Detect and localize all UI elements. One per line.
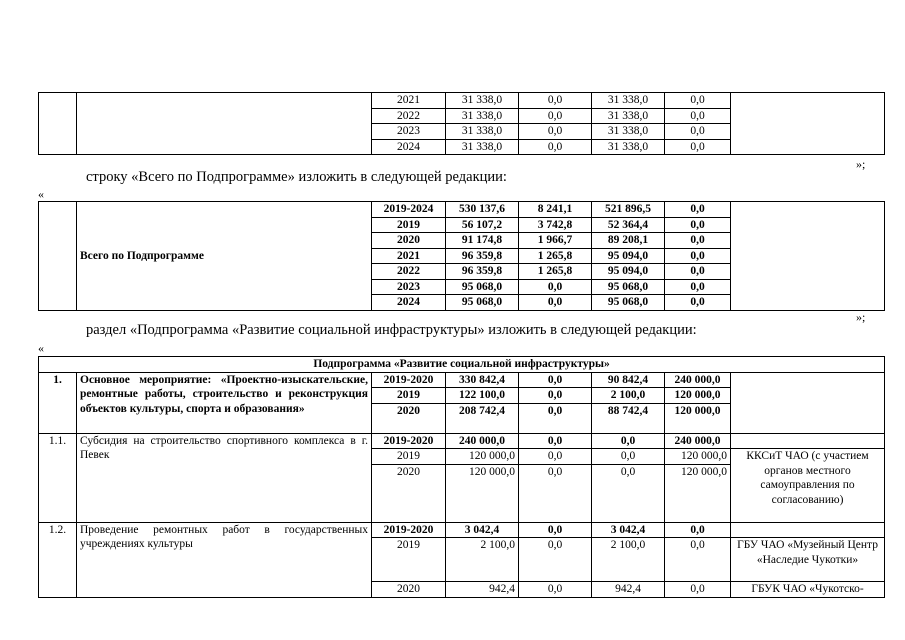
value-cell: 120 000,0 (665, 388, 731, 404)
value-cell: 52 364,4 (592, 217, 665, 233)
value-cell: 31 338,0 (592, 124, 665, 140)
value-cell: 0,0 (519, 139, 592, 155)
value-cell: 3 742,8 (519, 217, 592, 233)
value-cell: 95 068,0 (592, 295, 665, 311)
total-cell: 95 068,0 (446, 279, 519, 295)
total-cell: 530 137,6 (446, 202, 519, 218)
value-cell: 31 338,0 (592, 93, 665, 109)
year-cell: 2020 (372, 233, 446, 249)
value-cell: 0,0 (592, 449, 665, 465)
value-cell: 0,0 (665, 522, 731, 538)
total-cell: 31 338,0 (446, 93, 519, 109)
value-cell: 95 094,0 (592, 264, 665, 280)
value-cell: 0,0 (665, 295, 731, 311)
total-cell: 31 338,0 (446, 139, 519, 155)
value-cell: 0,0 (665, 108, 731, 124)
table-subprogram (38, 356, 885, 598)
value-cell: 2 100,0 (592, 388, 665, 404)
value-cell: 2 100,0 (592, 538, 665, 582)
value-cell: 88 742,4 (592, 403, 665, 433)
value-cell: 0,0 (519, 522, 592, 538)
total-cell: 91 174,8 (446, 233, 519, 249)
value-cell: 1 265,8 (519, 264, 592, 280)
year-cell: 2019 (372, 538, 446, 582)
value-cell: 0,0 (592, 433, 665, 449)
year-cell: 2019 (372, 449, 446, 465)
executor-cell: ГБУК ЧАО «Чукотско- (731, 582, 885, 598)
item-description: Субсидия на строительство спортивного комплекса в г. Певек (77, 433, 372, 522)
value-cell: 0,0 (519, 279, 592, 295)
item-number: 1.2. (39, 522, 77, 597)
value-cell: 1 966,7 (519, 233, 592, 249)
value-cell: 31 338,0 (592, 139, 665, 155)
empty-executor-cell (731, 372, 885, 433)
subprogram-header: Подпрограмма «Развитие социальной инфраструктуры» (39, 357, 885, 373)
value-cell: 95 068,0 (592, 279, 665, 295)
total-cell: 330 842,4 (446, 372, 519, 388)
value-cell: 0,0 (519, 433, 592, 449)
value-cell: 0,0 (665, 93, 731, 109)
value-cell: 0,0 (519, 464, 592, 522)
empty-text-cell (77, 93, 372, 155)
year-cell: 2020 (372, 464, 446, 522)
total-cell: 31 338,0 (446, 124, 519, 140)
total-cell: 96 359,8 (446, 248, 519, 264)
total-cell: 56 107,2 (446, 217, 519, 233)
year-cell: 2019-2020 (372, 372, 446, 388)
year-cell: 2024 (372, 295, 446, 311)
year-cell: 2019-2024 (372, 202, 446, 218)
value-cell: 0,0 (665, 264, 731, 280)
value-cell: 0,0 (665, 538, 731, 582)
empty-num-cell (39, 93, 77, 155)
empty-executor-cell (731, 522, 885, 538)
total-cell: 942,4 (446, 582, 519, 598)
value-cell: 0,0 (665, 217, 731, 233)
empty-executor-cell (731, 433, 885, 449)
total-cell: 240 000,0 (446, 433, 519, 449)
value-cell: 521 896,5 (592, 202, 665, 218)
closing-quote: »; (856, 310, 866, 324)
value-cell: 0,0 (592, 464, 665, 522)
value-cell: 3 042,4 (592, 522, 665, 538)
instruction-paragraph: строку «Всего по Подпрограмме» изложить в следующей редакции: (86, 169, 507, 185)
executor-cell: ГБУ ЧАО «Музейный Центр «Наследие Чукотки» (731, 538, 885, 582)
opening-quote: « (38, 341, 44, 355)
value-cell: 0,0 (519, 372, 592, 388)
value-cell: 8 241,1 (519, 202, 592, 218)
executor-cell: ККСиТ ЧАО (с участием органов местного самоуправления по согласованию) (731, 449, 885, 523)
value-cell: 0,0 (519, 403, 592, 433)
value-cell: 0,0 (665, 124, 731, 140)
value-cell: 90 842,4 (592, 372, 665, 388)
table-continuation (38, 92, 885, 155)
table-total (38, 201, 885, 311)
value-cell: 0,0 (665, 279, 731, 295)
value-cell: 120 000,0 (665, 449, 731, 465)
year-cell: 2019-2020 (372, 433, 446, 449)
item-description: Основное мероприятие: «Проектно-изыскательские, ремонтные работы, строительство и реконструкция объектов культуры, спорта и образования» (77, 372, 372, 433)
value-cell: 89 208,1 (592, 233, 665, 249)
value-cell: 0,0 (519, 108, 592, 124)
value-cell: 120 000,0 (665, 403, 731, 433)
total-cell: 120 000,0 (446, 464, 519, 522)
item-number: 1.1. (39, 433, 77, 522)
value-cell: 0,0 (665, 233, 731, 249)
value-cell: 942,4 (592, 582, 665, 598)
empty-executor-cell (731, 93, 885, 155)
value-cell: 120 000,0 (665, 464, 731, 522)
total-cell: 122 100,0 (446, 388, 519, 404)
value-cell: 0,0 (519, 388, 592, 404)
total-cell: 120 000,0 (446, 449, 519, 465)
year-cell: 2024 (372, 139, 446, 155)
value-cell: 95 094,0 (592, 248, 665, 264)
value-cell: 0,0 (519, 538, 592, 582)
value-cell: 0,0 (519, 124, 592, 140)
year-cell: 2020 (372, 403, 446, 433)
year-cell: 2023 (372, 124, 446, 140)
total-label: Всего по Подпрограмме (77, 202, 372, 311)
total-cell: 96 359,8 (446, 264, 519, 280)
value-cell: 31 338,0 (592, 108, 665, 124)
item-number: 1. (39, 372, 77, 433)
year-cell: 2019-2020 (372, 522, 446, 538)
total-cell: 95 068,0 (446, 295, 519, 311)
total-cell: 2 100,0 (446, 538, 519, 582)
total-cell: 3 042,4 (446, 522, 519, 538)
total-cell: 31 338,0 (446, 108, 519, 124)
item-description: Проведение ремонтных работ в государственных учреждениях культуры (77, 522, 372, 597)
year-cell: 2021 (372, 248, 446, 264)
value-cell: 0,0 (519, 449, 592, 465)
year-cell: 2019 (372, 388, 446, 404)
opening-quote: « (38, 187, 44, 201)
value-cell: 0,0 (665, 202, 731, 218)
value-cell: 0,0 (519, 93, 592, 109)
year-cell: 2022 (372, 108, 446, 124)
year-cell: 2023 (372, 279, 446, 295)
value-cell: 0,0 (519, 295, 592, 311)
value-cell: 0,0 (665, 582, 731, 598)
year-cell: 2020 (372, 582, 446, 598)
closing-quote: »; (856, 157, 866, 171)
total-cell: 208 742,4 (446, 403, 519, 433)
instruction-paragraph: раздел «Подпрограмма «Развитие социальной инфраструктуры» изложить в следующей редакции: (86, 322, 697, 338)
value-cell: 0,0 (665, 139, 731, 155)
year-cell: 2019 (372, 217, 446, 233)
year-cell: 2021 (372, 93, 446, 109)
value-cell: 0,0 (665, 248, 731, 264)
value-cell: 0,0 (519, 582, 592, 598)
empty-num-cell (39, 202, 77, 311)
value-cell: 240 000,0 (665, 372, 731, 388)
value-cell: 1 265,8 (519, 248, 592, 264)
year-cell: 2022 (372, 264, 446, 280)
value-cell: 240 000,0 (665, 433, 731, 449)
empty-executor-cell (731, 202, 885, 311)
